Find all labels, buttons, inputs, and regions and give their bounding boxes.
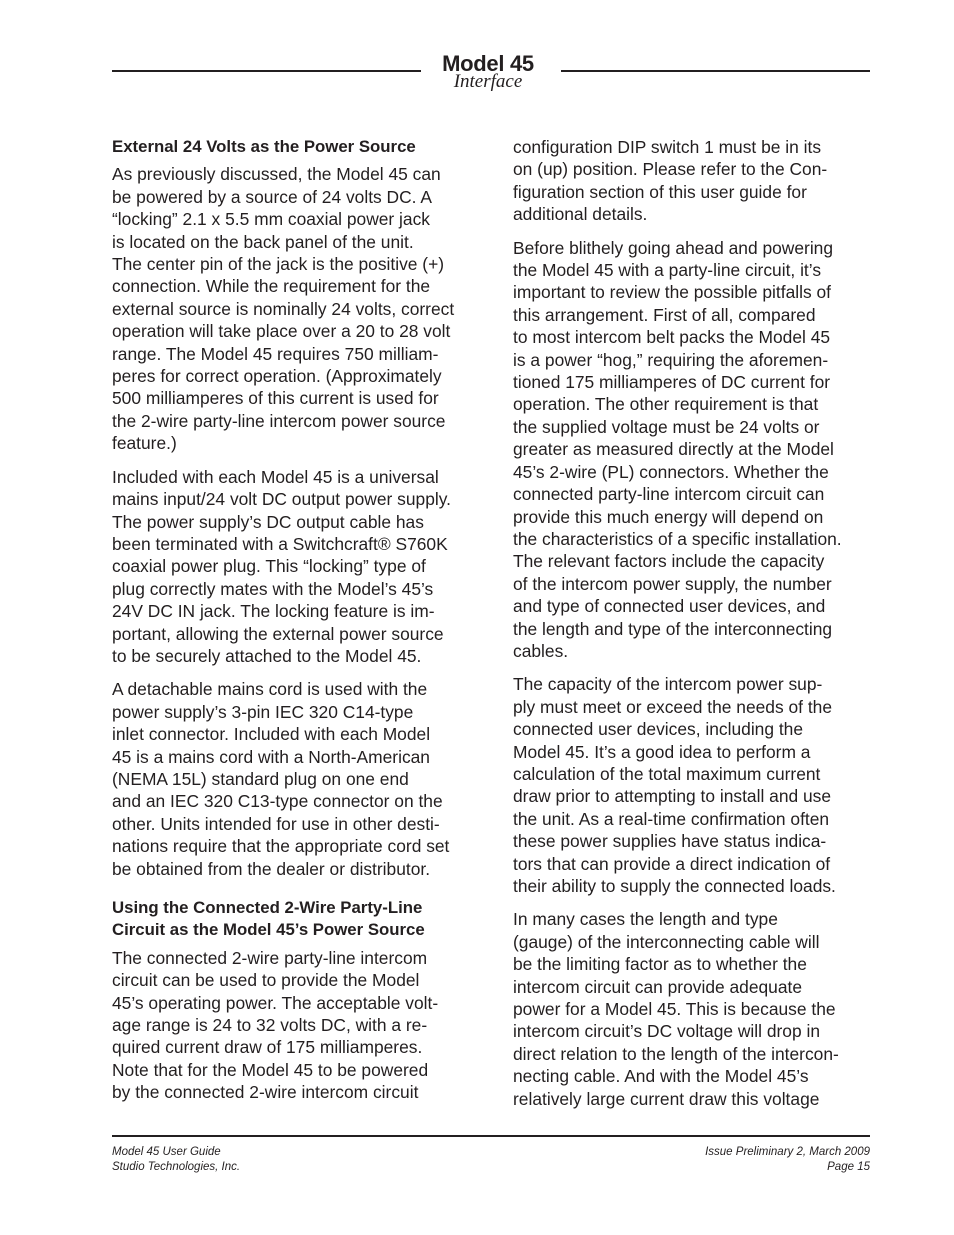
footer-guide-title: Model 45 User Guide — [112, 1146, 221, 1158]
paragraph: In many cases the length and type (gauge) of the interconnecting cable will be the limiting factor as to whether the intercom circuit can provide adequate power for a Model 45. This is because the intercom circuit’s DC voltage will drop in direct relation to the length of the intercon- necting cable. And with the Model 45’s relatively large current draw this voltage — [513, 909, 839, 1109]
section-heading-external-24v: External 24 Volts as the Power Source — [112, 137, 416, 156]
footer-company: Studio Technologies, Inc. — [112, 1161, 241, 1173]
paragraph: Before blithely going ahead and powering the Model 45 with a party-line circuit, it’s important to review the possible pitfalls of this arrangement. First of all, compared to most intercom belt packs the Model 45 is a power “hog,” requiring the aforemen- tioned 175 milliamperes of DC current for operation. The other requirement is that the supplied voltage must be 24 volts or greater as measured directly at the Model 45’s 2-wire (PL) connectors. Whether the connected party-line intercom circuit can provide this much energy will depend on the characteristics of a specific installation. The relevant factors include the capacity of the intercom power supply, the number and type of connected user devices, and the length and type of the interconnecting cables. — [513, 237, 842, 661]
page-header — [0, 50, 954, 100]
paragraph: The connected 2-wire party-line intercom circuit can be used to provide the Model 45’s operating power. The acceptable volt- age range is 24 to 32 volts DC, with a re- quired current draw of 175 milliamperes. Note that for the Model 45 to be powered by the connected 2-wire intercom circuit — [112, 947, 439, 1103]
logo-subtitle: Interface — [453, 71, 523, 92]
footer-rule — [112, 1135, 870, 1137]
section-heading-party-line-power: Using the Connected 2-Wire Party-Line Circuit as the Model 45’s Power Source — [112, 898, 425, 940]
paragraph: The capacity of the intercom power sup- ply must meet or exceed the needs of the connected user devices, including the Model 45. It’s a good idea to perform a calculation of the total maximum current draw prior to attempting to install and use the unit. As a real-time confirmation often these power supplies have status indica- tors that can provide a direct indication of their ability to supply the connected loads. — [513, 674, 836, 896]
right-column — [513, 136, 873, 1121]
footer-right — [600, 1145, 870, 1175]
paragraph: A detachable mains cord is used with the power supply’s 3-pin IEC 320 C14-type inlet connector. Included with each Model 45 is a mains cord with a North-American (NEMA 15L) standard plug on one end and an IEC 320 C13-type connector on the other. Units intended for use in other desti- nations require that the appropriate cord set be obtained from the dealer or distributor. — [112, 679, 450, 879]
left-column — [112, 136, 484, 1115]
paragraph: Included with each Model 45 is a universal mains input/24 volt DC output power supply. The power supply’s DC output cable has been terminated with a Switchcraft® S760K coaxial power plug. This “locking” type of plug correctly mates with the Model’s 45’s 24V DC IN jack. The locking feature is im- portant, allowing the external power source to be securely attached to the Model 45. — [112, 466, 451, 666]
logo-title: Model 45 — [442, 51, 534, 76]
footer-page-number: Page 15 — [827, 1161, 870, 1173]
paragraph: configuration DIP switch 1 must be in its on (up) position. Please refer to the Con- figuration section of this user guide for additional details. — [513, 137, 828, 225]
footer-issue: Issue Preliminary 2, March 2009 — [705, 1146, 870, 1158]
header-rule-right — [561, 70, 870, 72]
paragraph: As previously discussed, the Model 45 can be powered by a source of 24 volts DC. A “locking” 2.1 x 5.5 mm coaxial power jack is located on the back panel of the unit. The center pin of the jack is the positive (+) connection. While the requirement for the external source is nominally 24 volts, correct operation will take place over a 20 to 28 volt range. The Model 45 requires 750 milliam- peres for correct operation. (Approximately 500 milliamperes of this current is used for the 2-wire party-line intercom power source feature.) — [112, 164, 455, 454]
header-rule-left — [112, 70, 421, 72]
footer-left — [112, 1145, 240, 1175]
